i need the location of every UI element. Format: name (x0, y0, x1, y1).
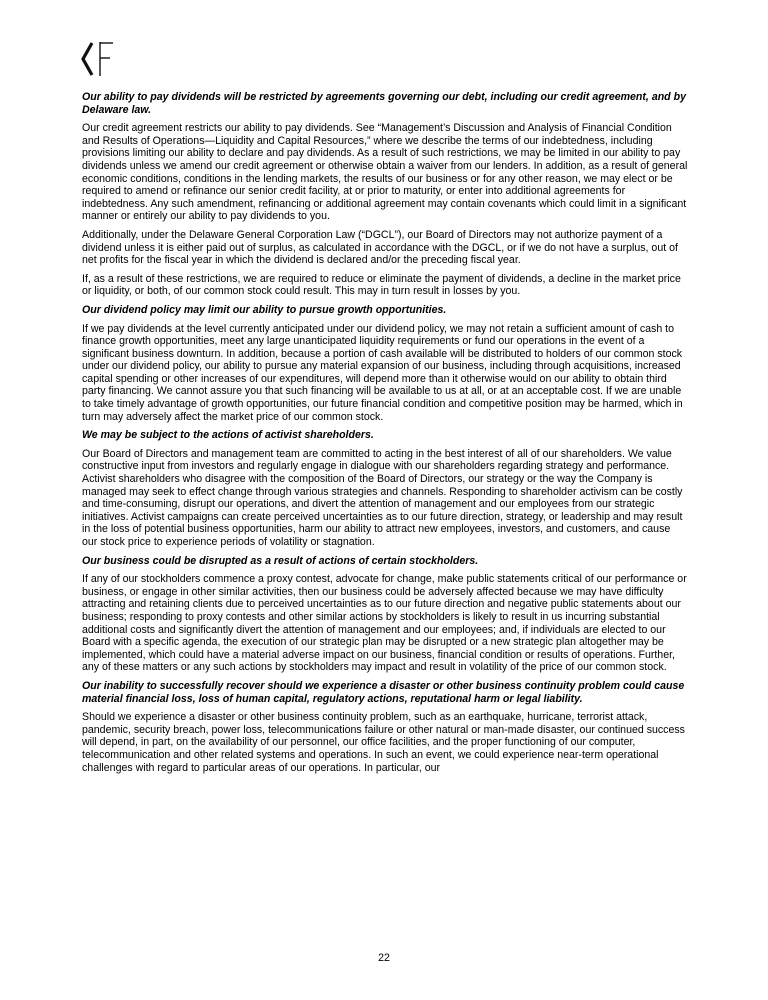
risk-section-business-continuity (82, 680, 688, 774)
paragraph: If, as a result of these restrictions, we are required to reduce or eliminate the payment of dividends, a decline in the market price or liquidity, or both, of our common stock could result. This may in turn result in losses by you. (82, 272, 681, 298)
cf-monogram-icon (80, 40, 126, 78)
risk-section-dividend-policy (82, 304, 688, 423)
risk-section-dividends (82, 91, 688, 298)
section-heading: We may be subject to the actions of activist shareholders. (82, 429, 374, 442)
section-heading: Our dividend policy may limit our ability to pursue growth opportunities. (82, 303, 447, 316)
paragraph: Our Board of Directors and management team are committed to acting in the best interest of all of our shareholders. We value constructive input from investors and regularly engage in dialogue with our shareholders regarding strategy and performance. Activist shareholders who disagree with the composition of the Board of Directors, our strategy or the way the Company is managed may seek to effect change through various strategies and channels. Responding to shareholder activism can be costly and time-consuming, disrupt our operations, and divert the attention of management and our employees from our strategic initiatives. Activist campaigns can create perceived uncertainties as to our future direction, strategy, or leadership and may result in the loss of potential business opportunities, harm our ability to attract new employees, investors, and customers, and cause our stock price to experience periods of volatility or stagnation. (82, 447, 683, 548)
section-heading: Our business could be disrupted as a result of actions of certain stockholders. (82, 554, 479, 567)
section-heading: Our ability to pay dividends will be restricted by agreements governing our debt, including our credit agreement, and by Delaware law. (82, 91, 686, 116)
section-heading: Our inability to successfully recover should we experience a disaster or other business continuity problem could cause material financial loss, loss of human capital, regulatory actions, reputational harm or legal liability. (82, 679, 685, 705)
risk-section-stockholder-actions (82, 555, 688, 674)
paragraph: If we pay dividends at the level currently anticipated under our dividend policy, we may not retain a sufficient amount of cash to finance growth opportunities, meet any large unanticipated liquidity requirements or fund our operations in the event of a significant business downturn. In addition, because a portion of cash available will be distributed to holders of our common stock under our dividend policy, our ability to pursue any material expansion of our business, including through acquisitions, increased capital spending or other increases of our expenditures, will depend more than it otherwise would on our ability to obtain third party financing. We cannot assure you that such financing will be available to us at all, or at an acceptable cost. If we are unable to take timely advantage of growth opportunities, our future financial condition and competitive position may be harmed, which in turn may adversely affect the market price of our common stock. (82, 322, 683, 423)
document-body (82, 91, 688, 780)
cf-logo (80, 40, 126, 78)
page-number: 22 (378, 952, 390, 964)
paragraph: Additionally, under the Delaware General Corporation Law (“DGCL”), our Board of Directors may not authorize payment of a dividend unless it is either paid out of surplus, as calculated in accordance with the DGCL, or if we do not have a surplus, out of net profits for the fiscal year in which the dividend is declared and/or the preceding fiscal year. (82, 228, 678, 267)
paragraph: Should we experience a disaster or other business continuity problem, such as an earthquake, hurricane, terrorist attack, pandemic, security breach, power loss, telecommunications failure or other natural or man-made disaster, our continued success will depend, in part, on the availability of our personnel, our office facilities, and the proper functioning of our computer, telecommunication and other related systems and operations. In such an event, we could experience near-term operational challenges with regard to particular areas of our operations. In particular, our (82, 711, 685, 774)
paragraph: Our credit agreement restricts our ability to pay dividends. See “Management’s Discussion and Analysis of Financial Condition and Results of Operations—Liquidity and Capital Resources,” where we describe the terms of our indebtedness, including provisions limiting our ability to declare and pay dividends. As a result of such restrictions, we may be limited in our ability to pay dividends unless we amend our credit agreement or otherwise obtain a waiver from our lenders. In addition, as a result of general economic conditions, conditions in the lending markets, the results of our business or for any other reason, we may elect or be required to amend or refinance our senior credit facility, at or prior to maturity, or enter into additional agreements for indebtedness. Any such amendment, refinancing or additional agreement may contain covenants which could limit in a significant manner or entirely our ability to pay dividends to you. (82, 122, 688, 223)
paragraph: If any of our stockholders commence a proxy contest, advocate for change, make public statements critical of our performance or business, or engage in other similar activities, then our business could be adversely affected because we may have difficulty attracting and retaining clients due to perceived uncertainties as to our future direction and negative public statements about our business; responding to proxy contests and other similar actions by stockholders is likely to result in us incurring substantial additional costs and significantly divert the attention of management and our employees; and, if individuals are elected to our Board with a specific agenda, the execution of our strategic plan may be disrupted or a new strategic plan altogether may be implemented, which could have a material adverse impact on our business, financial condition or results of operations. Further, any of these matters or any such actions by stockholders may impact and result in volatility of the price of our common stock. (82, 573, 687, 674)
risk-section-activist-shareholders (82, 429, 688, 548)
